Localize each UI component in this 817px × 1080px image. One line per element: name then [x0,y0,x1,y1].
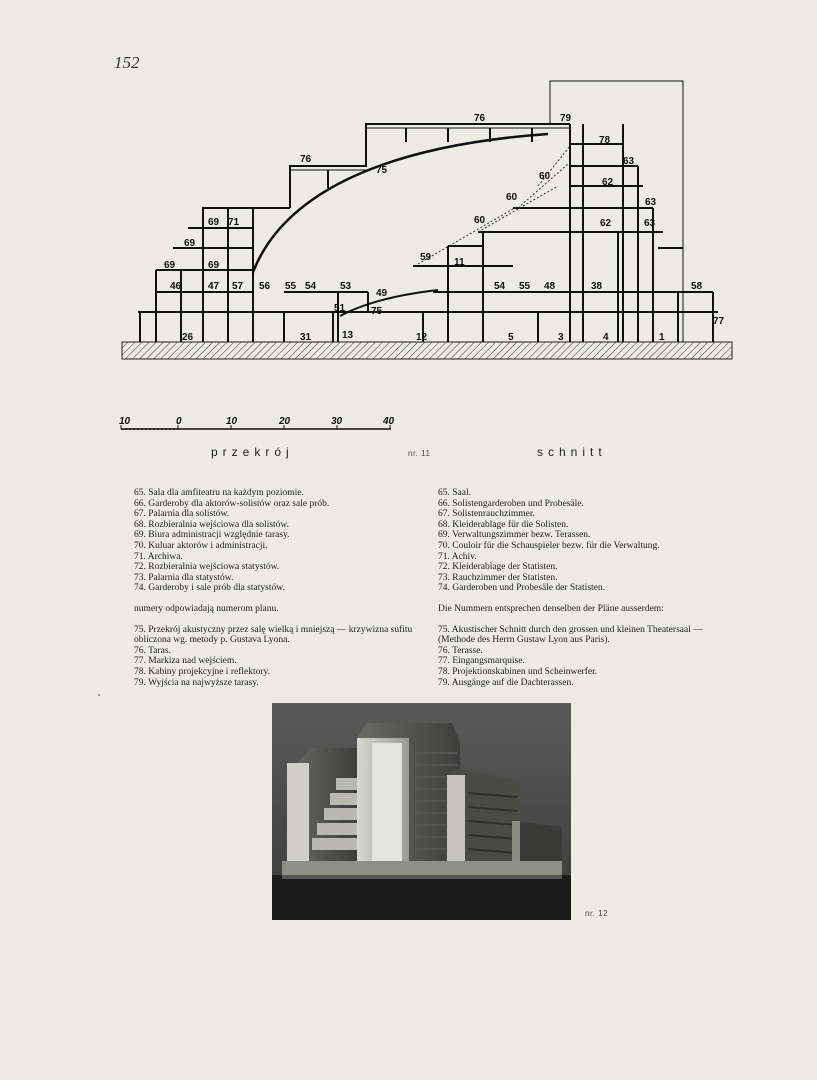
legend-item: 65. Saal. [438,488,471,498]
label: 11 [454,257,465,268]
speck [98,694,100,696]
scale-label: 10 [226,416,238,427]
label: 47 [208,281,220,292]
legend-item: 72. Rozbieralnia wejściowa statystów. [134,562,280,573]
legend-item: 76. Terasse. [438,645,483,656]
scale-label: 30 [331,416,343,427]
note-text: numery odpowiadają numerom planu. [134,603,279,614]
legend-list [134,488,419,594]
legend-item: 75. Akustischer Schnitt durch den grossen und kleinen Theatersaal — (Methode des Herrn Gustaw Lyon aus Paris). [438,624,703,646]
label: 54 [494,281,506,292]
label: 71 [228,217,240,228]
legend-item: 78. Projektionskabinen und Scheinwerfer. [438,666,598,677]
structure-lines [138,81,718,342]
label: 75 [371,306,383,317]
label: 60 [539,171,551,182]
ground-hatch [122,342,732,359]
label: 12 [416,332,428,343]
figure-number: nr. 11 [408,449,431,458]
label: 4 [603,332,609,343]
scale-bar [115,414,405,436]
label: 69 [208,260,220,271]
label: 54 [305,281,317,292]
legend-item: 68. Kleiderablage für die Solisten. [438,519,569,530]
legend-list-secondary [438,625,738,689]
legend-item: 68. Rozbieralnia wejściowa dla solistów. [134,519,290,530]
label: 53 [340,281,352,292]
legend-item: 78. Kabiny projekcyjne i reflektory. [134,666,271,677]
label: 69 [208,217,220,228]
label: 26 [182,332,194,343]
label: 75 [376,165,388,176]
scale-label: 10 [119,416,131,427]
label: 58 [691,281,703,292]
legend-item: 66. Garderoby dla aktorów-solistów oraz sale prób. [134,498,330,509]
label: 1 [659,332,665,343]
label: 63 [623,156,635,167]
label: 51 [334,303,346,314]
legend-item: 77. Eingangsmarquise. [438,656,525,667]
label: 38 [591,281,603,292]
legend-item: 77. Markiza nad wejściem. [134,656,237,667]
label: 57 [232,281,244,292]
label: 55 [285,281,297,292]
label: 13 [342,330,354,341]
legend-item: 66. Solistengarderoben und Probesäle. [438,498,584,509]
label: 63 [644,218,656,229]
legend-list-secondary [134,625,419,689]
legend-item: 70. Couloir für die Schauspieler bezw. für die Verwaltung. [438,540,660,551]
scale-label: 20 [279,416,291,427]
legend-column-polish [134,488,419,688]
acoustic-ceiling-curve [253,134,548,272]
label: 46 [170,281,182,292]
label: 78 [599,135,611,146]
label: 69 [184,238,196,249]
balcony-rakes [418,146,570,264]
legend-item: 67. Palarnia dla solistów. [134,509,230,520]
legend-item: 79. Wyjścia na najwyższe tarasy. [134,677,259,688]
label: 62 [602,177,614,188]
label: 76 [300,154,312,165]
legend-item: 76. Taras. [134,645,171,656]
label: 60 [506,192,518,203]
label: 5 [508,332,514,343]
building-model-photo [272,703,571,920]
label: 60 [474,215,486,226]
legend-item: 71. Achiv. [438,551,477,562]
legend-item: 75. Przekrój akustyczny przez salę wielką i mniejszą — krzywizna sufitu obliczona wg. metody p. Gustava Lyona. [134,624,413,646]
legend-item: 67. Solistenrauchzimmer. [438,509,535,520]
label: 63 [645,197,657,208]
label: 77 [713,316,725,327]
label: 56 [259,281,271,292]
legend-column-german [438,488,738,688]
legend-item: 79. Ausgänge auf die Dachterassen. [438,677,574,688]
page-number: 152 [114,53,140,72]
caption-polish: przekrój [211,445,294,459]
legend-item: 69. Verwaltungszimmer bezw. Terassen. [438,530,591,541]
scale-label: 40 [383,416,395,427]
legend-item: 72. Kleiderablage der Statisten. [438,562,558,573]
legend-item: 73. Rauchzimmer der Statisten. [438,572,558,583]
legend-item: 73. Palarnia dla statystów. [134,572,234,583]
label: 62 [600,218,612,229]
model-photo-illustration [272,703,571,920]
note-text: Die Nummern entsprechen denselben der Pläne ausserdem: [438,603,664,614]
label: 59 [420,252,432,263]
legend-item: 69. Biura administracji względnie tarasy. [134,530,290,541]
label: 3 [558,332,564,343]
section-drawing [118,76,734,362]
figure-number: nr. 12 [585,909,609,918]
label: 76 [474,113,486,124]
legend-item: 74. Garderoby i sale prób dla statystów. [134,583,285,594]
legend-list [438,488,738,594]
label: 48 [544,281,556,292]
legend-item: 65. Sala dla amfiteatru na każdym poziomie. [134,488,304,498]
scale-label: 0 [176,416,182,427]
label: 69 [164,260,176,271]
label: 79 [560,113,572,124]
caption-german: schnitt [537,445,607,459]
legend-item: 74. Garderoben und Probesäle der Statisten. [438,583,605,594]
label: 31 [300,332,312,343]
label: 55 [519,281,531,292]
label: 49 [376,288,388,299]
legend-item: 70. Kuluar aktorów i administracji. [134,540,268,551]
legend-item: 71. Archiwa. [134,551,183,562]
